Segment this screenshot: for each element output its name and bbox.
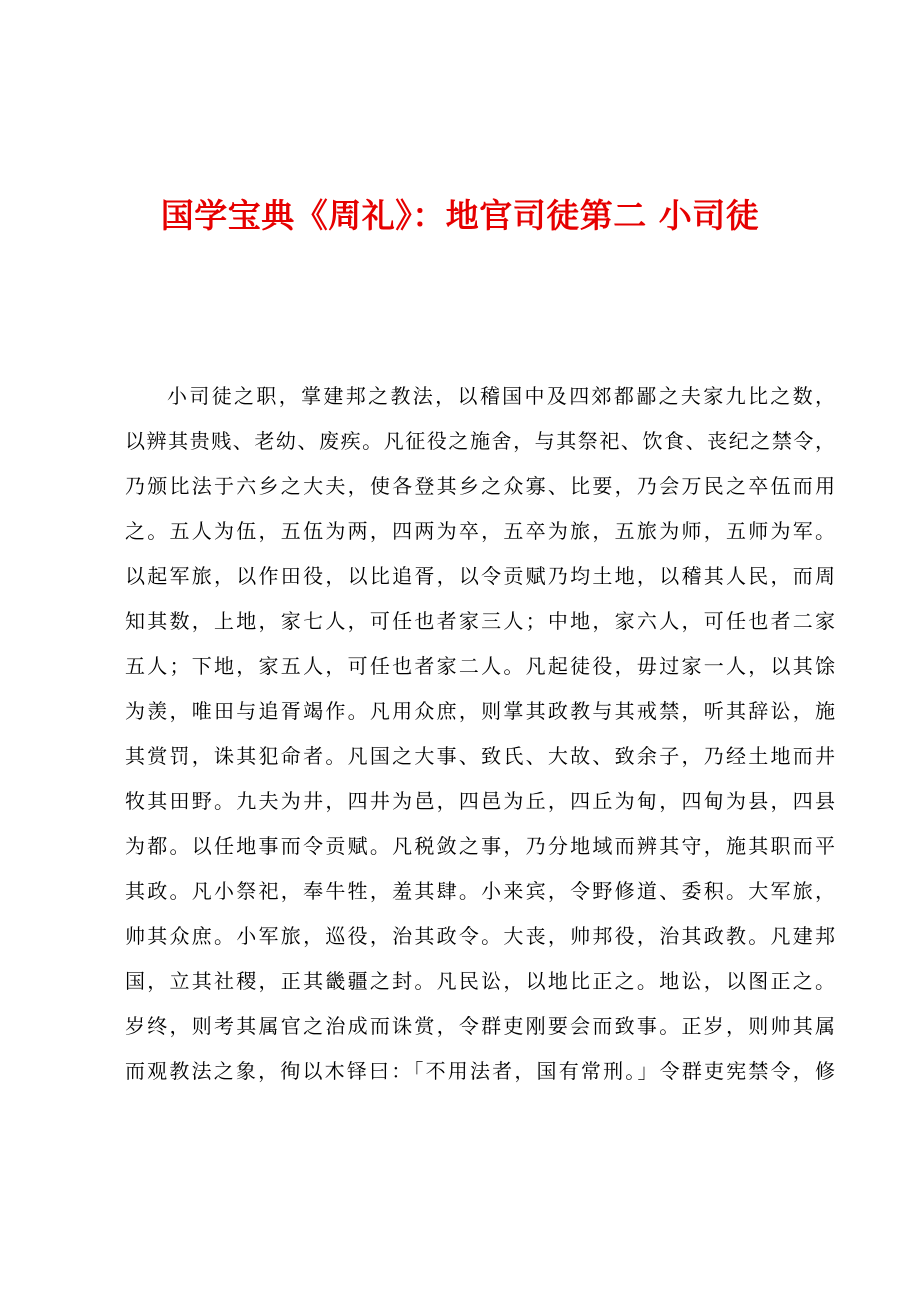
document-body: [125, 374, 835, 1094]
body-line: 以起军旅，以作田役，以比追胥，以令贡赋乃均土地，以稽其人民，而周: [125, 564, 835, 588]
body-line: 其政。凡小祭祀，奉牛牲，羞其肆。小来宾，令野修道、委积。大军旅，: [125, 879, 835, 903]
body-line: 国，立其社稷，正其畿疆之封。凡民讼，以地比正之。地讼，以图正之。: [125, 969, 835, 993]
body-line: 而观教法之象，徇以木铎曰：「不用法者，国有常刑。」令群吏宪禁令，修: [125, 1059, 835, 1083]
body-line: 其赏罚，诛其犯命者。凡国之大事、致氏、大故、致余子，乃经土地而井: [125, 744, 835, 768]
document-title: 国学宝典《周礼》：地官司徒第二 小司徒: [160, 196, 760, 235]
body-line: 岁终，则考其属官之治成而诛赏，令群吏刚要会而致事。正岁，则帅其属: [125, 1014, 835, 1038]
body-line: 小司徒之职，掌建邦之教法，以稽国中及四郊都鄙之夫家九比之数，: [167, 384, 835, 408]
body-line: 知其数，上地，家七人，可任也者家三人；中地，家六人，可任也者二家: [125, 609, 835, 633]
body-line: 乃颁比法于六乡之大夫，使各登其乡之众寡、比要，乃会万民之卒伍而用: [125, 474, 835, 498]
body-line: 为羡，唯田与追胥竭作。凡用众庶，则掌其政教与其戒禁，听其辞讼，施: [125, 699, 835, 723]
body-line: 为都。以任地事而令贡赋。凡税敛之事，乃分地域而辨其守，施其职而平: [125, 834, 835, 858]
body-line: 五人；下地，家五人，可任也者家二人。凡起徒役，毋过家一人，以其馀: [125, 654, 835, 678]
body-line: 牧其田野。九夫为井，四井为邑，四邑为丘，四丘为甸，四甸为县，四县: [125, 789, 835, 813]
body-line: 帅其众庶。小军旅，巡役，治其政令。大丧，帅邦役，治其政教。凡建邦: [125, 924, 835, 948]
body-line: 以辨其贵贱、老幼、废疾。凡征役之施舍，与其祭祀、饮食、丧纪之禁令，: [125, 429, 835, 453]
body-line: 之。五人为伍，五伍为两，四两为卒，五卒为旅，五旅为师，五师为军。: [125, 519, 835, 543]
